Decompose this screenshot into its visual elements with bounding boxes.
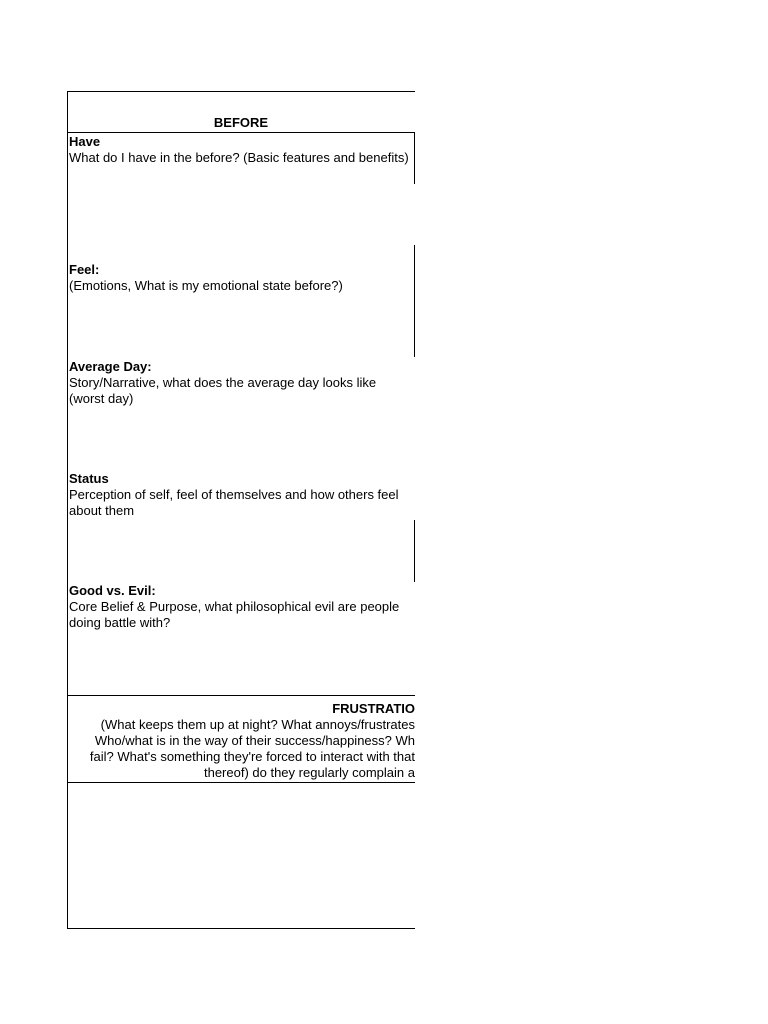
section-have: [69, 134, 409, 166]
section-heading: Have: [69, 134, 101, 149]
section-description: What do I have in the before? (Basic features and benefits): [69, 150, 409, 165]
table-left-border: [67, 91, 68, 929]
section-good-vs-evil: [69, 583, 409, 631]
frustrations-header-bottom-border: [67, 782, 415, 783]
section-average-day: [69, 359, 409, 407]
section-heading: Average Day:: [69, 359, 152, 374]
table-bottom-border: [67, 928, 415, 929]
section-description: Story/Narrative, what does the average day looks like (worst day): [69, 375, 377, 406]
section-heading: Feel:: [69, 262, 100, 277]
section-description: (Emotions, What is my emotional state before?): [69, 278, 343, 293]
section-status: [69, 471, 409, 519]
section-heading: Status: [69, 471, 109, 486]
frustrations-prompt-line: fail? What's something they're forced to interact with that: [89, 749, 415, 764]
section-feel: [69, 262, 409, 294]
frustrations-prompt-line: thereof) do they regularly complain a: [203, 765, 415, 780]
frustrations-prompt-line: Who/what is in the way of their success/happiness? Wh: [94, 733, 415, 748]
section-heading: Good vs. Evil:: [69, 583, 156, 598]
before-header-bottom-border: [67, 132, 415, 133]
frustrations-prompt-line: (What keeps them up at night? What annoys/frustrates: [100, 717, 415, 732]
frustrations-top-border: [67, 695, 415, 696]
table-top-border: [67, 91, 415, 92]
frustrations-header-cell: [67, 701, 415, 781]
frustrations-header: FRUSTRATIO: [332, 701, 415, 716]
section-description: Core Belief & Purpose, what philosophical evil are people doing battle with?: [69, 599, 400, 630]
before-header: BEFORE: [213, 115, 269, 130]
right-edge-segment: [414, 245, 415, 357]
right-edge-segment: [414, 132, 415, 184]
section-description: Perception of self, feel of themselves and how others feel about them: [69, 487, 399, 518]
right-edge-segment: [414, 520, 415, 582]
